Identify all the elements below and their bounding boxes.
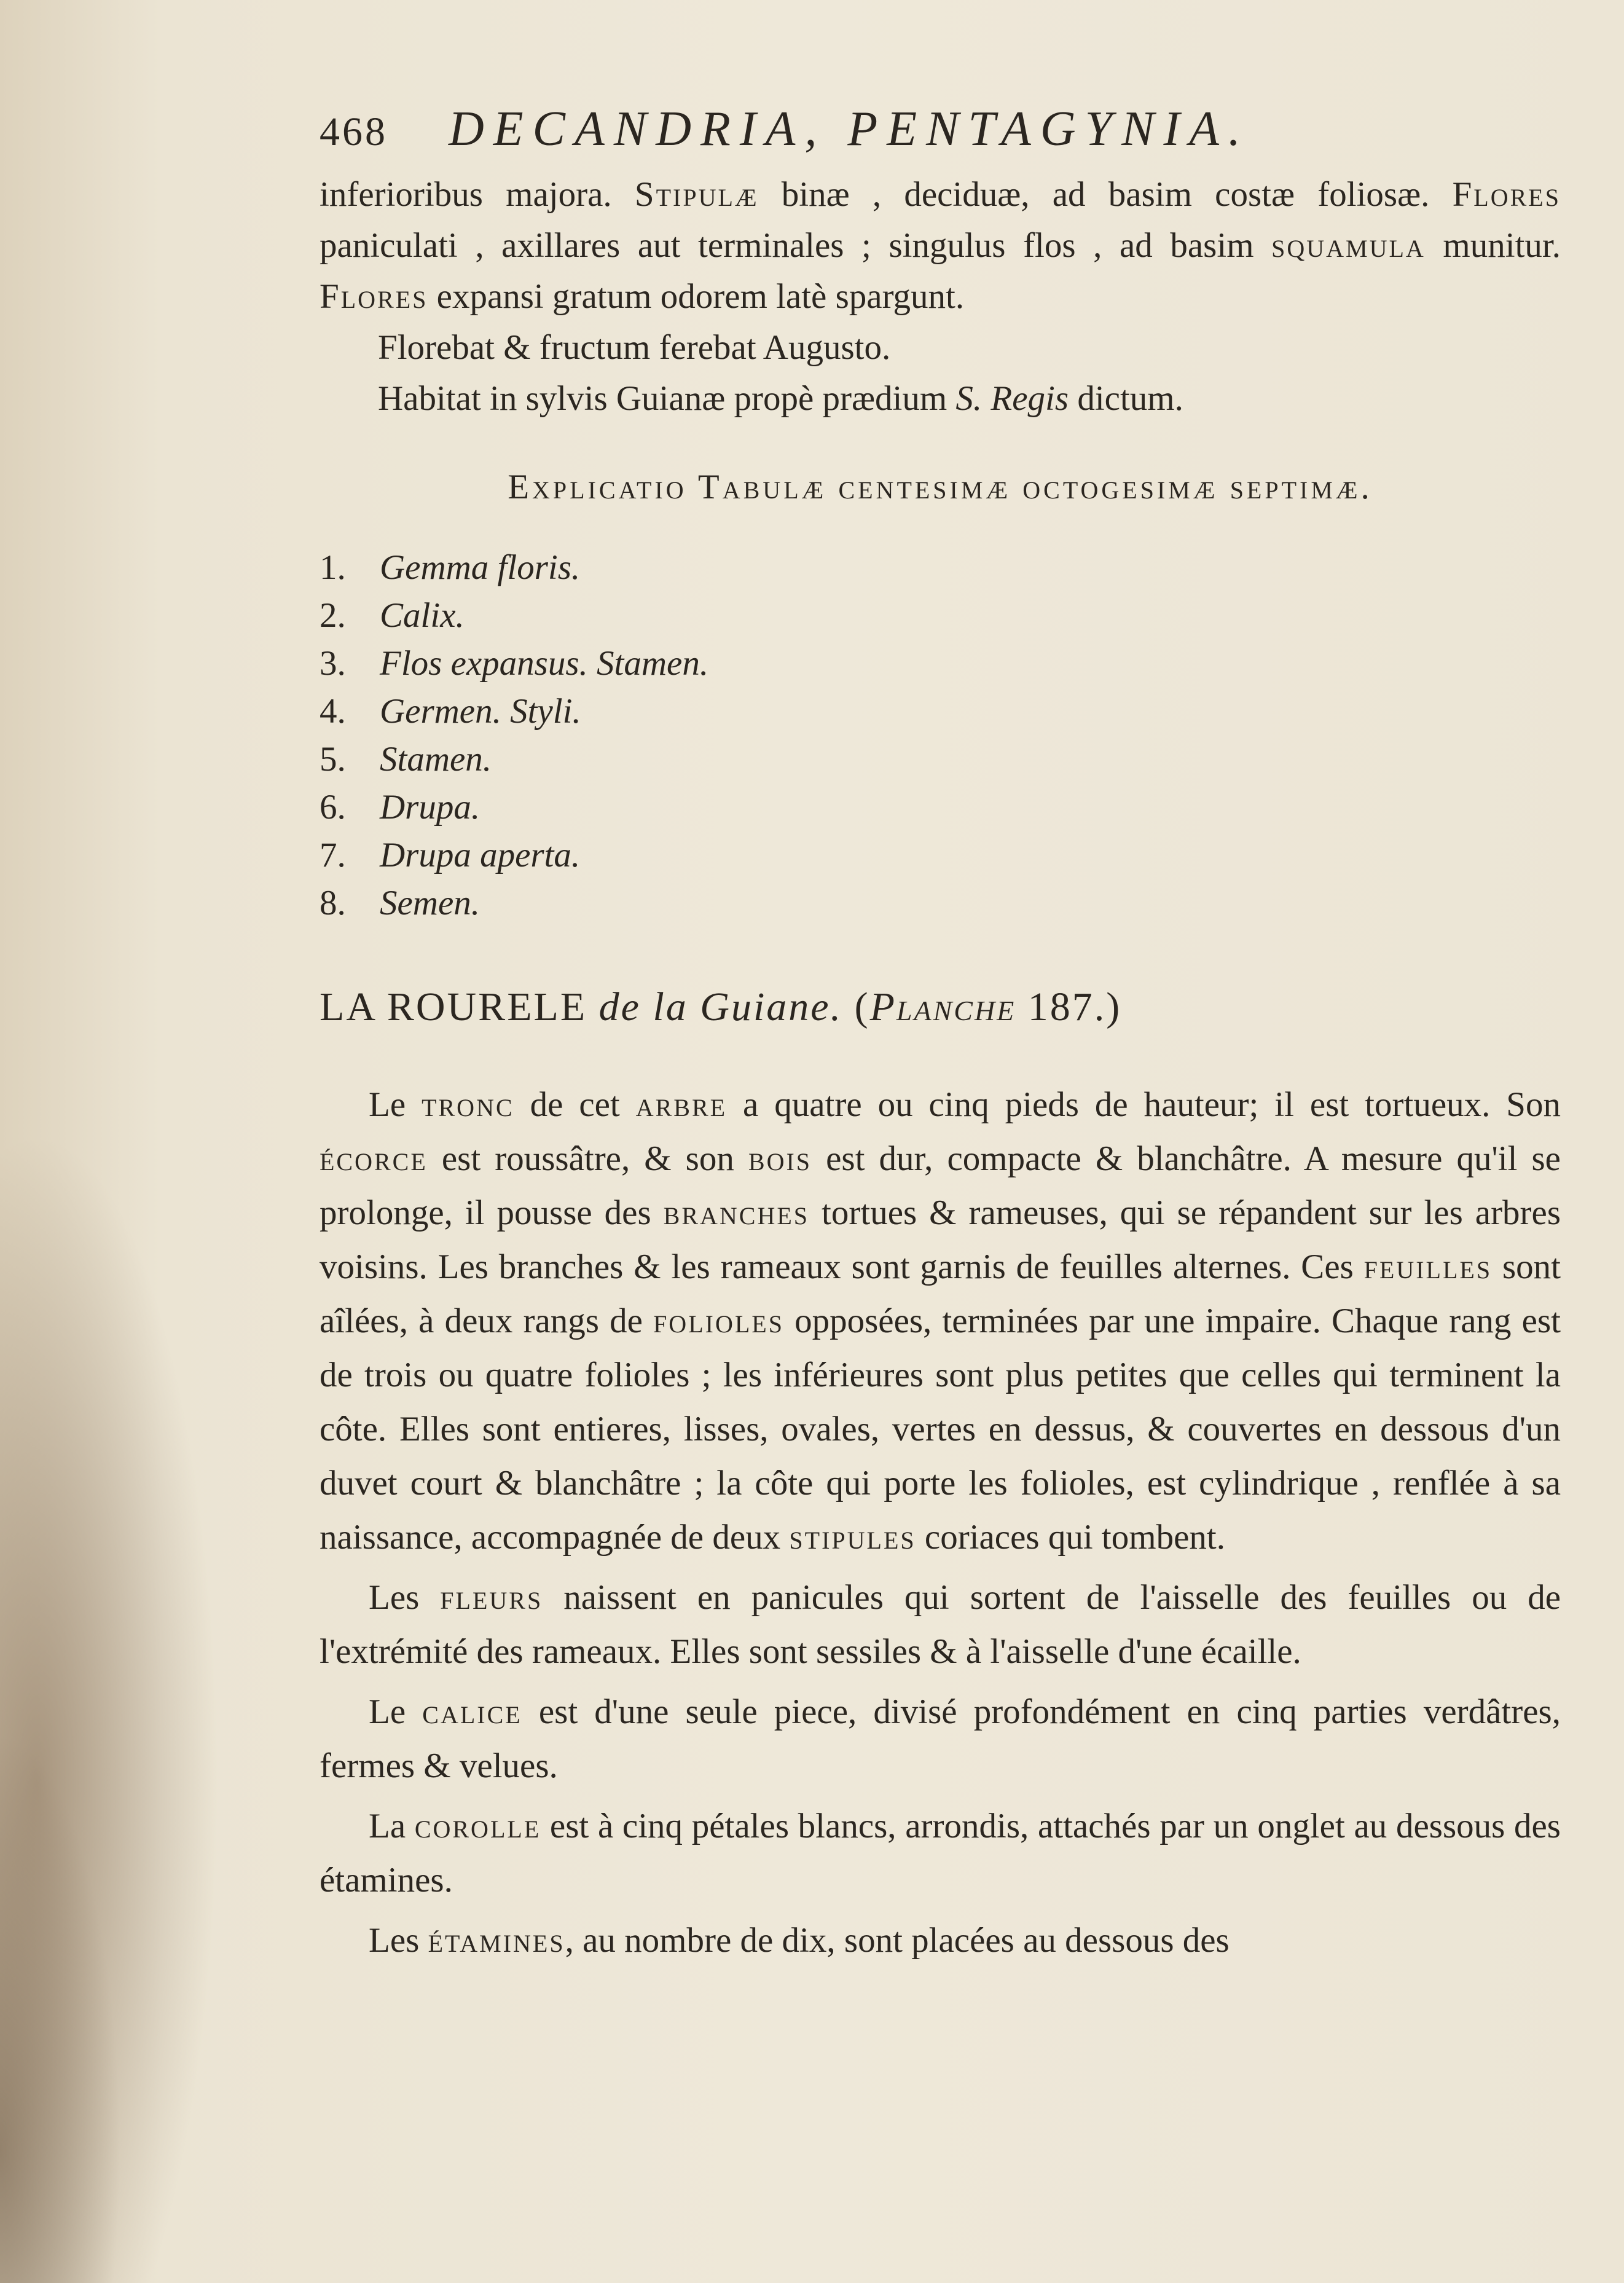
body-paragraph xyxy=(320,1685,1561,1793)
body-text: tortues & rameuses, qui se répandent sur les arbres voisins. Les branches & les rameaux sont garnis de feuilles alternes. Ces xyxy=(320,1193,1561,1286)
plate-caption-text: Stamen. xyxy=(380,740,492,779)
plate-caption-number: 2. xyxy=(320,596,346,635)
page-text xyxy=(320,101,1561,1974)
plate-caption-number: 5. xyxy=(320,740,346,779)
plate-caption-item xyxy=(320,592,1561,640)
section-title-paren: ( xyxy=(842,984,870,1029)
plate-caption-number: 7. xyxy=(320,836,346,874)
latin-term: Flores xyxy=(1452,175,1561,214)
plate-caption-text: Gemma floris. xyxy=(380,548,581,587)
body-text: de cet xyxy=(514,1085,636,1124)
latin-text: binæ , deciduæ, ad basim costæ foliosæ. xyxy=(758,175,1430,214)
section-title xyxy=(320,980,1561,1035)
plate-caption-text: Drupa. xyxy=(380,788,481,827)
body-text: est dur, compacte & blanchâtre. A mesure qu'il se prolonge, il pousse des xyxy=(320,1139,1561,1232)
body-text: Le xyxy=(369,1692,423,1731)
plate-explanation-heading: Explicatio Tabulæ centesimæ octogesimæ septimæ. xyxy=(508,468,1373,506)
plate-caption-text: Drupa aperta. xyxy=(380,836,581,874)
body-term: tronc xyxy=(422,1085,514,1124)
page-header xyxy=(320,101,1561,169)
section-title-plate: Planche xyxy=(869,984,1016,1029)
plate-caption-text: Germen. Styli. xyxy=(380,692,581,731)
body-term: corolle xyxy=(414,1807,541,1845)
body-term: stipules xyxy=(789,1518,916,1557)
latin-text: inferioribus majora. xyxy=(320,175,635,214)
flowering-note: Florebat & fructum ferebat Augusto. xyxy=(378,328,891,367)
body-text: La xyxy=(369,1807,415,1845)
plate-caption-number: 8. xyxy=(320,884,346,922)
body-text: Les xyxy=(369,1921,428,1960)
plate-caption-item xyxy=(320,688,1561,736)
plate-caption-text: Semen. xyxy=(380,884,481,922)
section-title-plate-number: 187.) xyxy=(1016,984,1122,1029)
plate-caption-item xyxy=(320,879,1561,927)
body-term: calice xyxy=(422,1692,522,1731)
latin-text: expansi gratum odorem latè spargunt. xyxy=(428,277,965,316)
body-term: fleurs xyxy=(440,1578,543,1617)
section-title-main: LA ROURELE xyxy=(320,984,599,1029)
body-text: sont aîlées, à deux rangs de xyxy=(320,1248,1561,1340)
body-paragraph xyxy=(320,1078,1561,1565)
body-paragraph xyxy=(320,1799,1561,1908)
body-text: est à cinq pétales blancs, arrondis, attachés par un onglet au dessous des étamines. xyxy=(320,1807,1561,1900)
plate-caption-item xyxy=(320,784,1561,831)
body-text: est roussâtre, & son xyxy=(427,1139,748,1178)
habitat-note xyxy=(320,373,1561,424)
body-text: coriaces qui tombent. xyxy=(916,1518,1225,1557)
latin-term: Stipulæ xyxy=(634,175,759,214)
page-number: 468 xyxy=(320,109,388,154)
body-term: branches xyxy=(663,1193,810,1232)
plate-caption-number: 1. xyxy=(320,548,346,587)
body-term: folioles xyxy=(653,1302,784,1340)
body-text: Les xyxy=(369,1578,441,1617)
latin-paragraph xyxy=(320,169,1561,322)
body-paragraph xyxy=(320,1571,1561,1679)
body-text: naissent en panicules qui sortent de l'aisselle des feuilles ou de l'extrémité des rameaux. Elles sont sessiles & à l'aisselle d'une écaille. xyxy=(320,1578,1561,1671)
latin-term: squamula xyxy=(1271,226,1426,265)
plate-caption-number: 4. xyxy=(320,692,346,731)
latin-term: Flores xyxy=(320,277,428,316)
section-title-place: de la Guiane. xyxy=(598,984,843,1029)
plate-caption-item xyxy=(320,831,1561,879)
habitat-place: S. Regis xyxy=(955,379,1069,418)
habitat-text: Habitat in sylvis Guianæ propè prædium xyxy=(378,379,956,418)
plate-caption-list xyxy=(320,544,1561,927)
latin-text: paniculati , axillares aut terminales ; singulus flos , ad basim xyxy=(320,226,1272,265)
plate-caption-text: Flos expansus. Stamen. xyxy=(380,644,709,683)
french-description xyxy=(320,1078,1561,1968)
body-text: Le xyxy=(369,1085,422,1124)
body-text: a quatre ou cinq pieds de hauteur; il est tortueux. Son xyxy=(727,1085,1561,1124)
body-term: feuilles xyxy=(1363,1248,1493,1286)
plate-caption-number: 3. xyxy=(320,644,346,683)
body-term: bois xyxy=(748,1139,812,1178)
body-paragraph xyxy=(320,1914,1561,1968)
plate-caption-text: Calix. xyxy=(380,596,465,635)
plate-caption-item xyxy=(320,544,1561,592)
plate-caption-item xyxy=(320,640,1561,688)
latin-text: munitur. xyxy=(1425,226,1561,265)
body-term: arbre xyxy=(635,1085,728,1124)
running-title: DECANDRIA, PENTAGYNIA. xyxy=(449,102,1250,156)
body-text: , au nombre de dix, sont placées au dessous des xyxy=(565,1921,1230,1960)
body-text: opposées, terminées par une impaire. Chaque rang est de trois ou quatre folioles ; les inférieures sont plus petites que celles qui terminent la côte. Elles sont entieres, lisses, ovales, vertes en dessus, & couvertes en dessous d'un duvet court & blanchâtre ; la côte qui porte les folioles, est cylindrique , renflée à sa naissance, accompagnée de deux xyxy=(320,1302,1561,1557)
body-term: écorce xyxy=(320,1139,428,1178)
body-term: étamines xyxy=(428,1921,565,1960)
latin-description xyxy=(320,169,1561,424)
plate-caption-number: 6. xyxy=(320,788,346,827)
body-text: est d'une seule piece, divisé profondément en cinq parties verdâtres, fermes & velues. xyxy=(320,1692,1561,1785)
habitat-text: dictum. xyxy=(1069,379,1183,418)
plate-caption-item xyxy=(320,736,1561,784)
